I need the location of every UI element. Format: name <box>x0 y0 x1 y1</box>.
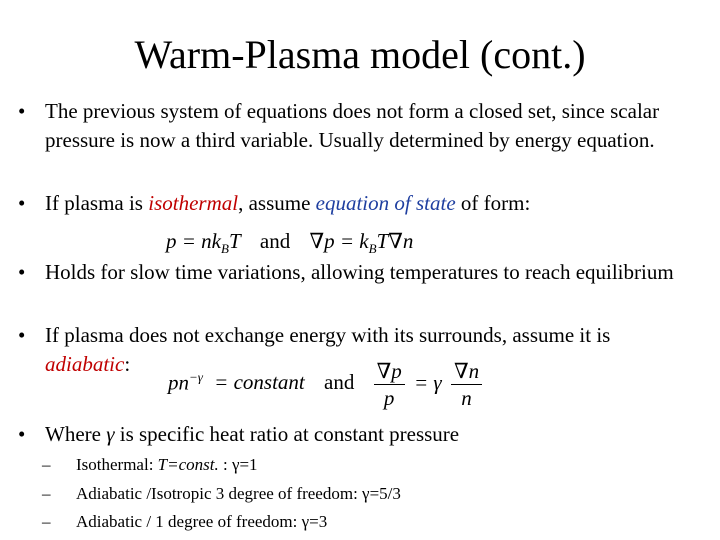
gamma-symbol: γ <box>106 422 115 446</box>
sub-dash: – <box>42 455 51 474</box>
sub-dash: – <box>42 484 51 503</box>
bullet-text <box>45 420 716 449</box>
text-part: of form: <box>455 191 531 215</box>
adiabatic-term: adiabatic <box>45 352 125 376</box>
sub-text: Adiabatic / 1 degree of freedom: γ=3 <box>76 512 328 531</box>
text-part: , assume <box>238 191 316 215</box>
sub-text: Adiabatic /Isotropic 3 degree of freedom: γ=5/3 <box>76 484 401 503</box>
frac-numerator: ∇p <box>374 358 405 385</box>
bullet-gamma <box>18 420 716 449</box>
eq-lhs: p = nk <box>166 229 221 253</box>
bullet-text <box>45 189 716 218</box>
text-part: Isothermal: <box>76 455 158 474</box>
bullet-text: Holds for slow time variations, allowing temperatures to reach equilibrium <box>45 260 674 284</box>
sub-dash: – <box>42 512 51 531</box>
isothermal-term: isothermal <box>148 191 239 215</box>
sub-text <box>76 453 712 477</box>
bullet-marker: • <box>18 260 26 284</box>
bullet-marker: • <box>18 323 26 347</box>
bullet-text: The previous system of equations does not form a closed set, since scalar pressure is now a third variable. Usually determined by energy equation. <box>45 99 660 152</box>
eq-subscript: B <box>368 241 377 257</box>
fraction-grad-p <box>374 358 405 411</box>
eq-lhs-tail: T <box>228 229 241 253</box>
sub-item-adiabatic-1dof <box>42 510 712 534</box>
eq-and: and <box>259 229 291 253</box>
text-part: If plasma is <box>45 191 149 215</box>
text-part: : γ=1 <box>218 455 258 474</box>
slide-title: Warm-Plasma model (cont.) <box>134 32 586 77</box>
text-part: Where <box>45 422 107 446</box>
sub-item-adiabatic-3dof <box>42 482 712 506</box>
adiabatic-equation <box>168 358 486 411</box>
eq-rhs-tail: T∇n <box>376 229 414 253</box>
frac-numerator: ∇n <box>451 358 482 385</box>
eq-rhs: ∇p = k <box>309 229 369 253</box>
eq-constant: = constant <box>214 370 305 395</box>
text-part: is specific heat ratio at constant pressure <box>114 422 460 446</box>
bullet-marker: • <box>18 99 26 123</box>
sub-item-isothermal <box>42 453 712 477</box>
text-part: : <box>124 352 131 376</box>
text-italic: T=const. <box>157 455 219 474</box>
eq-subscript: B <box>221 241 229 257</box>
eq-gamma: = γ <box>414 370 442 395</box>
equation-of-state-term: equation of state <box>315 191 456 215</box>
eq-superscript: −γ <box>189 369 203 385</box>
text-part: If plasma does not exchange energy with its surrounds, assume it is <box>45 323 611 347</box>
bullet-slow-time <box>18 258 716 287</box>
bullet-closed-set <box>18 97 716 155</box>
frac-denominator: n <box>461 386 472 410</box>
fraction-grad-n <box>451 358 482 411</box>
bullet-isothermal <box>18 189 716 218</box>
eq-and: and <box>324 370 355 395</box>
bullet-marker: • <box>18 422 26 446</box>
isothermal-equation <box>166 229 413 257</box>
bullet-marker: • <box>18 191 26 215</box>
eq-lhs: pn <box>168 370 189 395</box>
frac-denominator: p <box>383 386 395 410</box>
